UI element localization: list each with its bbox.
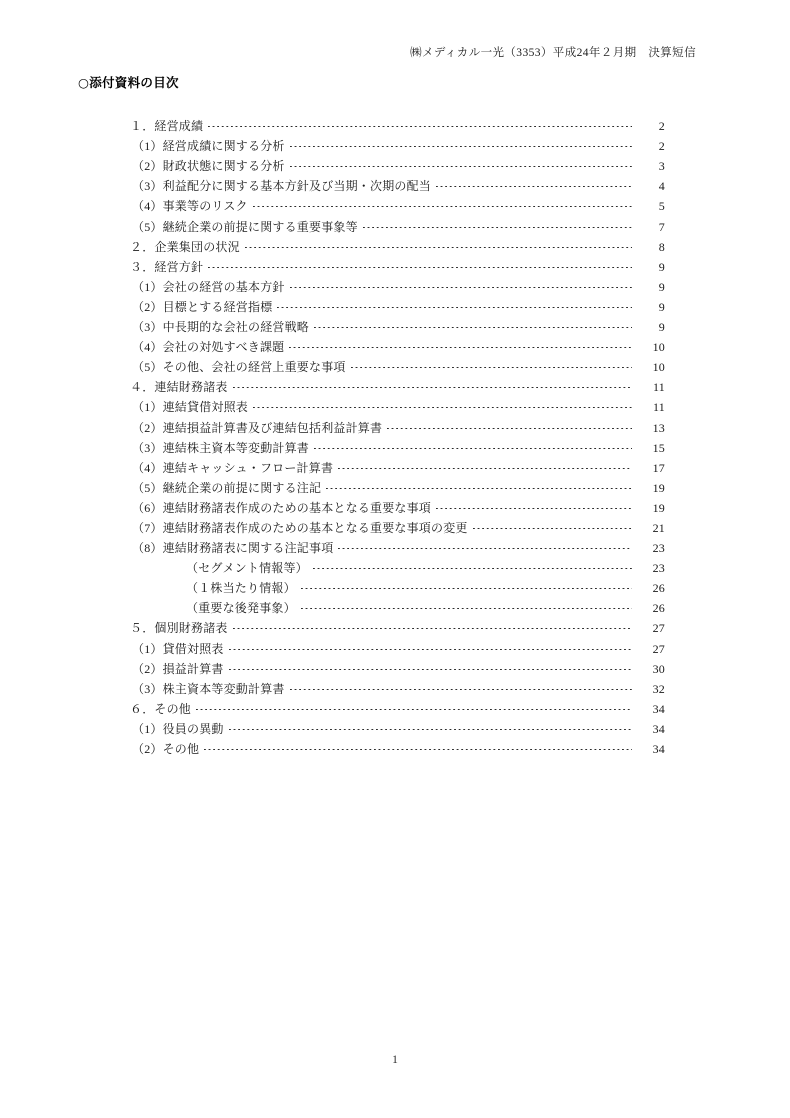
toc-entry[interactable] xyxy=(130,715,665,735)
table-of-contents xyxy=(130,112,665,755)
toc-entry[interactable] xyxy=(130,233,665,253)
toc-entry[interactable] xyxy=(130,554,665,574)
toc-entry-page: 34 xyxy=(652,742,665,756)
toc-entry-page: 2 xyxy=(658,119,665,134)
toc-entry[interactable] xyxy=(130,534,665,554)
toc-entry[interactable] xyxy=(130,454,665,474)
toc-entry-page: 11 xyxy=(653,380,665,395)
toc-entry-page: 8 xyxy=(658,239,665,254)
toc-entry-page: 21 xyxy=(652,520,665,535)
toc-entry-page: 11 xyxy=(653,400,665,415)
toc-leader-dots xyxy=(289,340,632,352)
toc-leader-dots xyxy=(229,722,632,734)
toc-leader-dots xyxy=(436,501,632,513)
toc-entry[interactable] xyxy=(130,695,665,715)
toc-leader-dots xyxy=(204,742,632,754)
running-header: ㈱メディカル一光（3353）平成24年２月期 決算短信 xyxy=(410,47,696,59)
toc-entry-page: 34 xyxy=(652,721,665,736)
toc-entry-label: ６．その他 xyxy=(130,701,192,716)
toc-entry[interactable] xyxy=(130,474,665,494)
toc-entry-page: 30 xyxy=(652,661,665,676)
toc-leader-dots xyxy=(387,421,632,433)
toc-entry-label: （3）利益配分に関する基本方針及び当期・次期の配当 xyxy=(132,179,432,194)
toc-entry[interactable] xyxy=(130,293,665,313)
toc-entry-page: 9 xyxy=(658,299,665,314)
toc-entry-label: （5）継続企業の前提に関する注記 xyxy=(132,480,322,495)
toc-leader-dots xyxy=(436,179,632,191)
toc-entry-label: （セグメント情報等） xyxy=(186,561,308,576)
toc-entry-page: 34 xyxy=(652,701,665,716)
toc-leader-dots xyxy=(290,139,632,151)
toc-entry[interactable] xyxy=(130,514,665,534)
toc-leader-dots xyxy=(290,159,632,171)
toc-entry-label: ５．個別財務諸表 xyxy=(130,621,228,636)
toc-entry-label: （5）継続企業の前提に関する重要事象等 xyxy=(132,219,358,234)
toc-entry-page: 19 xyxy=(652,480,665,495)
page-title: ○添付資料の目次 xyxy=(78,75,179,90)
toc-leader-dots xyxy=(313,561,632,573)
toc-entry-page: 5 xyxy=(658,199,665,214)
toc-entry-label: （8）連結財務諸表に関する注記事項 xyxy=(132,541,334,556)
toc-leader-dots xyxy=(351,360,632,372)
toc-leader-dots xyxy=(363,220,632,232)
footer-page-number: 1 xyxy=(392,1054,398,1066)
toc-leader-dots xyxy=(229,662,632,674)
toc-leader-dots xyxy=(253,199,632,211)
toc-entry-page: 15 xyxy=(652,440,665,455)
toc-entry[interactable] xyxy=(130,574,665,594)
toc-leader-dots xyxy=(301,581,632,593)
toc-leader-dots xyxy=(338,541,632,553)
toc-entry-page: 23 xyxy=(652,561,665,576)
toc-leader-dots xyxy=(326,481,632,493)
toc-entry[interactable] xyxy=(130,393,665,413)
toc-entry[interactable] xyxy=(130,273,665,293)
toc-entry-label: （3）連結株主資本等変動計算書 xyxy=(132,440,310,455)
toc-entry-label: （2）その他 xyxy=(132,742,200,756)
toc-entry[interactable] xyxy=(130,614,665,634)
toc-entry[interactable] xyxy=(130,655,665,675)
toc-entry-page: 7 xyxy=(658,219,665,234)
toc-entry-label: （5）その他、会社の経営上重要な事項 xyxy=(132,360,346,375)
toc-entry[interactable] xyxy=(130,313,665,333)
toc-entry-page: 19 xyxy=(652,500,665,515)
toc-leader-dots xyxy=(229,642,632,654)
toc-entry-page: 32 xyxy=(652,681,665,696)
toc-entry-page: 23 xyxy=(652,541,665,556)
toc-leader-dots xyxy=(473,521,632,533)
toc-entry[interactable] xyxy=(130,413,665,433)
toc-entry-label: （1）役員の異動 xyxy=(132,721,224,736)
toc-entry-page: 26 xyxy=(652,581,665,596)
toc-entry-label: （4）会社の対処すべき課題 xyxy=(132,340,285,355)
toc-entry-label: ４．連結財務諸表 xyxy=(130,380,228,395)
toc-leader-dots xyxy=(314,320,632,332)
toc-leader-dots xyxy=(245,240,632,252)
toc-leader-dots xyxy=(290,280,632,292)
toc-entry[interactable] xyxy=(130,192,665,212)
toc-leader-dots xyxy=(314,441,632,453)
toc-entry-label: （2）連結損益計算書及び連結包括利益計算書 xyxy=(132,420,383,435)
toc-entry-page: 27 xyxy=(652,641,665,656)
toc-entry-label: （1）貸借対照表 xyxy=(132,641,224,656)
toc-entry[interactable] xyxy=(130,152,665,172)
toc-entry-label: （7）連結財務諸表作成のための基本となる重要な事項の変更 xyxy=(132,520,468,535)
toc-leader-dots xyxy=(208,119,632,131)
toc-entry-label: （1）連結貸借対照表 xyxy=(132,400,249,415)
toc-leader-dots xyxy=(338,461,632,473)
toc-entry-label: （3）株主資本等変動計算書 xyxy=(132,681,285,696)
toc-entry-page: 10 xyxy=(652,360,665,375)
toc-leader-dots xyxy=(253,400,632,412)
toc-entry[interactable] xyxy=(130,132,665,152)
toc-entry-page: 9 xyxy=(658,259,665,274)
toc-leader-dots xyxy=(233,380,632,392)
toc-entry-page: 10 xyxy=(652,340,665,355)
toc-entry[interactable] xyxy=(130,373,665,393)
toc-leader-dots xyxy=(301,601,632,613)
toc-entry-page: 9 xyxy=(658,320,665,335)
toc-entry[interactable] xyxy=(130,594,665,614)
toc-entry-label: （4）連結キャッシュ・フロー計算書 xyxy=(132,460,334,475)
toc-entry-page: 9 xyxy=(658,279,665,294)
toc-entry[interactable] xyxy=(130,212,665,232)
toc-leader-dots xyxy=(208,260,632,272)
toc-leader-dots xyxy=(233,621,632,633)
toc-entry-label: （2）損益計算書 xyxy=(132,661,224,676)
toc-entry[interactable] xyxy=(130,675,665,695)
toc-entry-label: ２．企業集団の状況 xyxy=(130,239,240,254)
toc-entry-page: 17 xyxy=(652,460,665,475)
toc-entry-page: 4 xyxy=(658,179,665,194)
toc-entry-label: ３．経営方針 xyxy=(130,259,204,274)
toc-leader-dots xyxy=(290,682,632,694)
toc-entry-label: （1）経営成績に関する分析 xyxy=(132,139,285,154)
toc-entry-label: （6）連結財務諸表作成のための基本となる重要な事項 xyxy=(132,500,432,515)
toc-entry[interactable] xyxy=(130,172,665,192)
toc-entry-page: 27 xyxy=(652,621,665,636)
toc-entry-label: （2）目標とする経営指標 xyxy=(132,299,273,314)
toc-entry[interactable] xyxy=(130,253,665,273)
toc-entry-label: （重要な後発事象） xyxy=(186,601,296,616)
toc-entry-label: （１株当たり情報） xyxy=(186,581,296,596)
toc-entry[interactable] xyxy=(130,494,665,514)
toc-entry[interactable] xyxy=(130,434,665,454)
toc-entry-page: 3 xyxy=(658,159,665,174)
toc-entry-label: １．経営成績 xyxy=(130,119,204,134)
toc-entry-label: （1）会社の経営の基本方針 xyxy=(132,279,285,294)
toc-leader-dots xyxy=(196,702,632,714)
toc-entry[interactable] xyxy=(130,112,665,132)
toc-entry-label: （2）財政状態に関する分析 xyxy=(132,159,285,174)
toc-entry-page: 2 xyxy=(658,139,665,154)
toc-entry-label: （3）中長期的な会社の経営戦略 xyxy=(132,320,310,335)
toc-entry-page: 26 xyxy=(652,601,665,616)
toc-leader-dots xyxy=(277,300,632,312)
toc-entry[interactable] xyxy=(130,634,665,654)
toc-entry[interactable] xyxy=(130,353,665,373)
toc-entry[interactable] xyxy=(130,735,665,755)
toc-entry-label: （4）事業等のリスク xyxy=(132,199,248,214)
toc-entry-page: 13 xyxy=(652,420,665,435)
toc-entry[interactable] xyxy=(130,333,665,353)
